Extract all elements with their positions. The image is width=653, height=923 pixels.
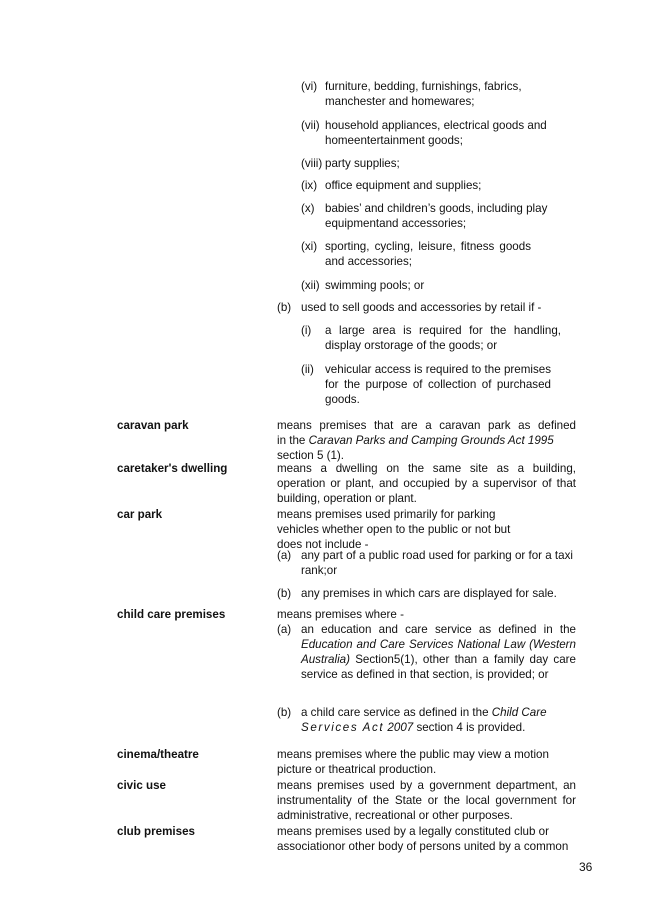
list-item-text: a large area is required for the handling, display orstorage of the goods; or xyxy=(325,324,561,352)
list-item-number: (viii) xyxy=(301,157,323,170)
list-item-number: (vii) xyxy=(301,119,320,132)
definition-line: means premises used by a legally constituted club or xyxy=(277,825,549,838)
term-caretakers-dwelling: caretaker's dwelling xyxy=(117,462,228,475)
definition-text: in the xyxy=(277,434,309,447)
definition-caretakers-dwelling: means a dwelling on the same site as a building, operation or plant, and occupied by a supervisor of that building, operation or plant. xyxy=(277,462,576,505)
list-item-number: (b) xyxy=(277,587,292,600)
definition-line: associationor other body of persons united by a common xyxy=(277,840,569,853)
definition-caravan-park xyxy=(277,418,576,463)
act-title: 2007 xyxy=(384,721,414,734)
list-item-text: office equipment and supplies; xyxy=(325,179,482,192)
act-title: Education and Care Services National Law (Western Australia) xyxy=(301,638,576,666)
definition-text: a child care service as defined in the xyxy=(301,706,492,719)
definition-line xyxy=(277,433,576,448)
definition-line: section 5 (1). xyxy=(277,449,345,462)
definition-text: an education and care service as defined in the xyxy=(301,623,576,636)
act-title: Caravan Parks and Camping Grounds Act 1995 xyxy=(308,434,554,447)
list-item-text: sporting, cycling, leisure, fitness goods and accessories; xyxy=(325,240,531,268)
term-car-park: car park xyxy=(117,508,163,521)
definition-car-park xyxy=(277,507,576,552)
term-child-care-premises: child care premises xyxy=(117,608,226,621)
list-item-text xyxy=(301,622,576,682)
definition-cinema-theatre: means premises where the public may view a motion picture or theatrical production. xyxy=(277,748,549,776)
list-item-text: any part of a public road used for parking or for a taxi rank;or xyxy=(301,549,573,577)
definition-line: means premises used primarily for parking xyxy=(277,508,496,521)
definition-child-care-premises: means premises where - xyxy=(277,608,404,621)
list-item-number: (xi) xyxy=(301,240,318,253)
definition-text: section 4 is provided. xyxy=(413,721,526,734)
list-item-number: (x) xyxy=(301,202,315,215)
list-item-number: (ii) xyxy=(301,363,314,376)
list-item-text: household appliances, electrical goods and homeentertainment goods; xyxy=(325,119,547,147)
act-title: Child Care xyxy=(491,706,547,719)
definition-civic-use: means premises used by a government department, an instrumentality of the State or the local government for administrative, recreational or other purposes. xyxy=(277,779,576,822)
definition-club-premises xyxy=(277,824,576,854)
list-item-text: vehicular access is required to the premises for the purpose of collection of purchased goods. xyxy=(325,363,551,406)
list-item-text: any premises in which cars are displayed for sale. xyxy=(301,587,557,600)
definition-line: means premises that are a caravan park as defined xyxy=(277,419,576,432)
act-title: Services Act xyxy=(301,721,385,734)
list-item-text: swimming pools; or xyxy=(325,279,425,292)
term-civic-use: civic use xyxy=(117,779,166,792)
definition-text: Section5(1), other than a family day care service as defined in that section, is provided; or xyxy=(301,653,576,681)
list-item-number: (a) xyxy=(277,623,292,636)
list-item-number: (ix) xyxy=(301,179,318,192)
term-cinema-theatre: cinema/theatre xyxy=(117,748,199,761)
term-caravan-park: caravan park xyxy=(117,419,189,432)
list-item-text: babies’ and children’s goods, including play equipmentand accessories; xyxy=(325,202,548,230)
list-item-number: (b) xyxy=(277,706,292,719)
list-item-text xyxy=(301,705,576,735)
list-item-number: (a) xyxy=(277,549,292,562)
definition-line: does not include - xyxy=(277,538,369,551)
list-item-number: (b) xyxy=(277,301,292,314)
term-club-premises: club premises xyxy=(117,825,195,838)
list-item-number: (i) xyxy=(301,324,312,337)
list-item-number: (vi) xyxy=(301,80,318,93)
list-item-text: party supplies; xyxy=(325,157,400,170)
definition-line: vehicles whether open to the public or not but xyxy=(277,523,511,536)
list-item-number: (xii) xyxy=(301,279,320,292)
page-number: 36 xyxy=(579,860,593,874)
list-item-text: furniture, bedding, furnishings, fabrics, manchester and homewares; xyxy=(325,80,522,108)
list-item-text: used to sell goods and accessories by retail if - xyxy=(301,301,542,314)
